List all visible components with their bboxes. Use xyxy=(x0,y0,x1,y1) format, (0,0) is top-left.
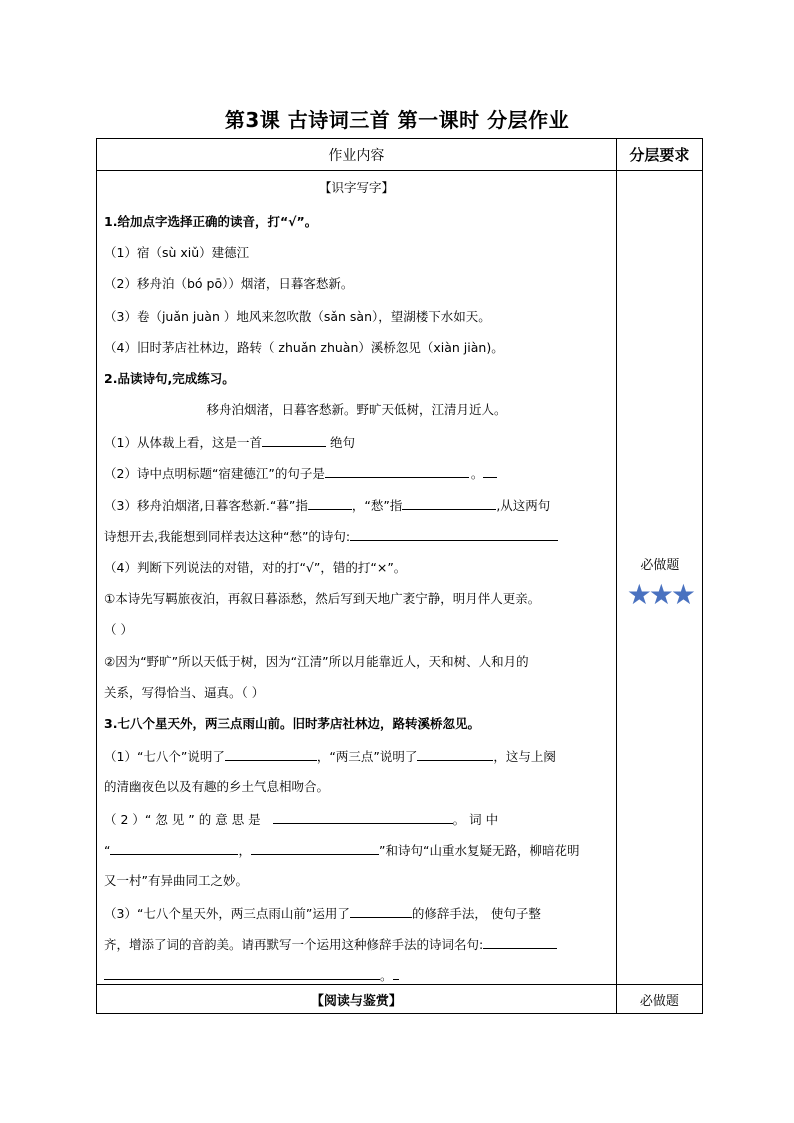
q2-item-3-text-a: （3）移舟泊烟渚,日暮客愁新.“暮”指 xyxy=(104,498,308,513)
page-title: 第3课 古诗词三首 第一课时 分层作业 xyxy=(224,108,570,132)
reading-row xyxy=(97,985,703,1014)
q2-item-1-text: （1）从体裁上看，这是一首 xyxy=(104,435,262,450)
q3-item-2-blank-2[interactable] xyxy=(110,842,238,855)
q3-item-3-end xyxy=(104,967,399,984)
q3-item-1 xyxy=(104,748,556,765)
q2-item-3-continued xyxy=(104,528,558,545)
q2-item-2-blank-tail xyxy=(483,465,497,478)
q3-item-2 xyxy=(104,811,498,828)
q1-title: 1.给加点字选择正确的读音，打“√”。 xyxy=(104,214,318,229)
reading-requirement: 必做题 xyxy=(616,985,702,1014)
q3-item-3-continued xyxy=(104,936,557,953)
q2-item-3-text-d: 诗想开去,我能想到同样表达这种“愁”的诗句: xyxy=(104,529,351,544)
q3-item-1-text-b: ，“两三点”说明了 xyxy=(316,749,418,764)
q2-item-1 xyxy=(104,434,355,451)
q3-item-2-comma: ， xyxy=(238,843,251,858)
q2-statement-2-answer[interactable]: 关系，写得恰当、逼真。（ ） xyxy=(104,685,265,700)
q2-item-2-blank[interactable] xyxy=(325,465,469,478)
q3-item-3-blank-3[interactable] xyxy=(104,967,380,980)
q2-item-3-blank-2[interactable] xyxy=(402,497,496,510)
q2-item-1-suffix: 绝句 xyxy=(325,435,355,450)
q3-item-3-blank-2[interactable] xyxy=(483,936,557,949)
q2-item-1-blank[interactable] xyxy=(262,434,326,447)
q2-item-3-blank-1[interactable] xyxy=(308,497,352,510)
q1-item-4: （4）旧时茅店社林边，路转（ zhuǎn zhuàn）溪桥忽见（xiàn jiàn)。 xyxy=(104,340,504,355)
q2-poem: 移舟泊烟渚，日暮客愁新。野旷天低树，江清月近人。 xyxy=(206,402,507,417)
q2-statement-1-answer[interactable]: （ ） xyxy=(104,622,133,637)
q1-item-2: （2）移舟泊（bó pō））烟渚，日暮客愁新。 xyxy=(104,276,354,291)
q3-title: 3.七八个星天外，两三点雨山前。旧时茅店社林边，路转溪桥忽见。 xyxy=(104,716,480,731)
q3-item-1-blank-1[interactable] xyxy=(225,748,317,761)
q3-item-3-text-b: 的修辞手法， 使句子整 xyxy=(411,906,541,921)
q1-item-1: （1）宿（sù xiǔ）建德江 xyxy=(104,245,250,260)
q3-item-2-continued xyxy=(104,842,579,859)
star-rating-icon: ★★★ xyxy=(626,578,693,611)
q3-item-1-text-a: （1）“七八个”说明了 xyxy=(104,749,225,764)
q2-statement-2: ②因为“野旷”所以天低于树，因为“江清”所以月能靠近人，天和树、人和月的 xyxy=(104,654,529,669)
q3-item-3 xyxy=(104,905,541,922)
q2-title: 2.品读诗句,完成练习。 xyxy=(104,371,235,386)
q2-item-3-blank-3[interactable] xyxy=(350,528,558,541)
requirement-cell xyxy=(616,171,702,985)
q3-item-3-blank-1[interactable] xyxy=(350,905,412,918)
q3-item-2-end: 又一村”有异曲同工之妙。 xyxy=(104,873,248,888)
q2-item-3-text-c: ,从这两句 xyxy=(496,498,551,513)
q3-item-2-text-a: （ 2 ）“ 忽 见 ” 的 意 思 是 xyxy=(104,812,261,827)
q3-item-3-text-c: 齐，增添了词的音韵美。请再默写一个运用这种修辞手法的诗词名句: xyxy=(104,937,484,952)
q3-item-2-blank-3[interactable] xyxy=(251,842,379,855)
q3-item-2-blank-1[interactable] xyxy=(273,811,453,824)
table-header-row xyxy=(97,139,703,171)
q2-item-2-text: （2）诗中点明标题“宿建德江”的句子是 xyxy=(104,466,325,481)
homework-table xyxy=(96,138,703,1014)
q3-item-2-text-b: 。 词 中 xyxy=(452,812,499,827)
content-cell xyxy=(97,171,617,985)
q3-item-3-period: 。 xyxy=(380,968,393,983)
requirement-label: 必做题 xyxy=(640,558,680,573)
q3-item-3-text-a: （3）“七八个星天外，两三点雨山前”运用了 xyxy=(104,906,350,921)
q2-item-3-text-b: ，“愁”指 xyxy=(351,498,403,513)
q2-statement-1: ①本诗先写羁旅夜泊，再叙日暮添愁，然后写到天地广袤宁静，明月伴人更亲。 xyxy=(104,591,541,606)
section-reading-title xyxy=(97,985,617,1014)
header-content: 作业内容 xyxy=(97,139,617,171)
q2-item-4: （4）判断下列说法的对错，对的打“√”，错的打“×”。 xyxy=(104,560,407,575)
q1-item-3: （3）卷（juǎn juàn ）地风来忽吹散（sǎn sàn），望湖楼下水如天。 xyxy=(104,309,491,324)
q3-item-1-blank-2[interactable] xyxy=(417,748,493,761)
content-row xyxy=(97,171,703,985)
q3-item-1-text-c: ，这与上阕 xyxy=(493,749,556,764)
q3-item-2-quote-open: “ xyxy=(104,843,111,858)
section-literacy-title: 【识字写字】 xyxy=(318,180,394,195)
q2-item-2 xyxy=(104,465,497,482)
q2-item-2-suffix: 。 xyxy=(470,466,484,481)
q2-item-3 xyxy=(104,497,550,514)
q3-item-2-text-e: ”和诗句“山重水复疑无路，柳暗花明 xyxy=(379,843,580,858)
header-requirement: 分层要求 xyxy=(616,139,702,171)
section-reading-label: 【阅读与鉴赏】 xyxy=(310,993,402,1009)
q3-item-1-continued: 的清幽夜色以及有趣的乡土气息相吻合。 xyxy=(104,779,330,794)
q3-item-3-blank-tail xyxy=(393,967,399,980)
